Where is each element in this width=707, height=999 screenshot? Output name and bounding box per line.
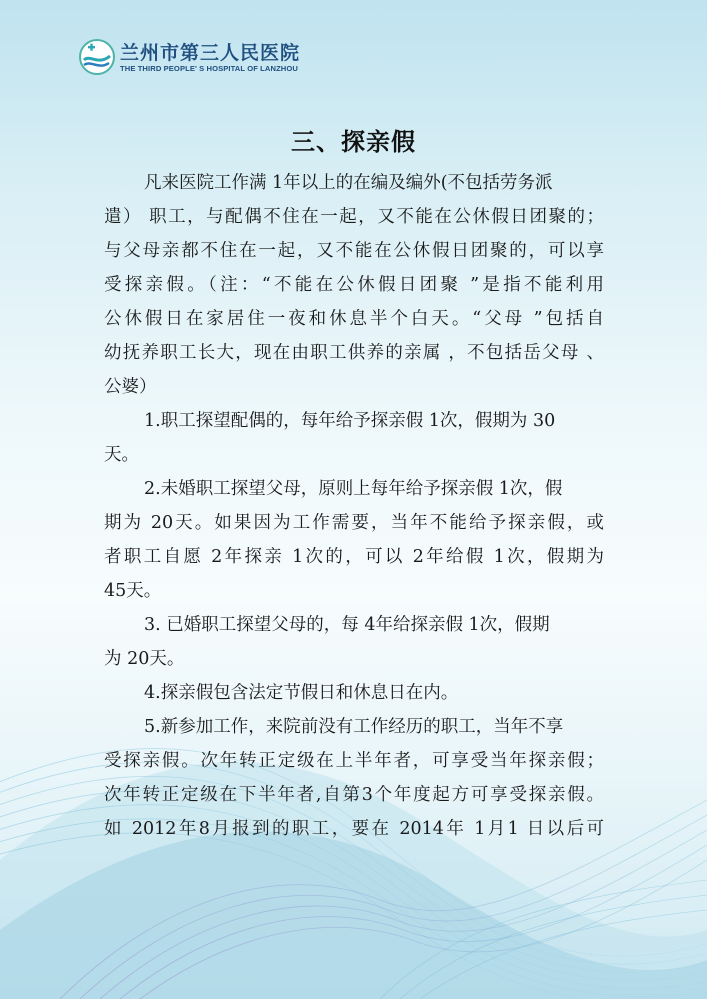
paragraph-line: 2.未婚职工探望父母，原则上每年给予探亲假 1次，假 [144, 479, 563, 499]
paragraph-line: 为 20天。 [104, 649, 185, 669]
paragraph-line: 幼抚养职工长大，现在由职工供养的亲属 ，不包括岳父母 、 [104, 343, 604, 363]
hospital-name-en: THE THIRD PEOPLE' S HOSPITAL OF LANZHOU [120, 64, 298, 73]
paragraph-line: 公休假日在家居住一夜和休息半个白天。“父母 ”包括自 [104, 309, 604, 329]
paragraph-line: 公婆） [104, 377, 157, 397]
paragraph-line: 者职工自愿 2年探亲 1次的，可以 2年给假 1次，假期为 [104, 547, 604, 567]
paragraph-line: 45天。 [104, 581, 162, 601]
paragraph-line: 3. 已婚职工探望父母的，每 4年给探亲假 1次，假期 [144, 615, 550, 635]
paragraph-line: 1.职工探望配偶的，每年给予探亲假 1次，假期为 30 [144, 411, 556, 431]
paragraph-line: 受探亲假。（注：“不能在公休假日团聚 ”是指不能利用 [104, 275, 604, 295]
paragraph-line: 5.新参加工作，来院前没有工作经历的职工，当年不享 [144, 717, 564, 737]
paragraph-line: 4.探亲假包含法定节假日和休息日在内。 [144, 683, 459, 703]
paragraph-line: 期为 20天。如果因为工作需要，当年不能给予探亲假，或 [104, 513, 604, 533]
paragraph-line: 凡来医院工作满 1年以上的在编及编外(不包括劳务派 [144, 173, 553, 193]
document-body [104, 166, 604, 846]
hospital-name-cn: 兰州市第三人民医院 [120, 42, 301, 64]
paragraph-line: 天。 [104, 445, 139, 465]
paragraph-line: 与父母亲都不住在一起，又不能在公休假日团聚的，可以享 [104, 241, 604, 261]
paragraph-line: 如 2012年8月报到的职工，要在 2014年 1月1 日以后可 [104, 819, 604, 839]
hospital-logo-icon [78, 38, 116, 76]
paragraph-line: 遣） 职工，与配偶不住在一起，又不能在公休假日团聚的； [104, 207, 604, 227]
section-title: 三、探亲假 [291, 128, 416, 156]
paragraph-line: 受探亲假。次年转正定级在上半年者，可享受当年探亲假； [104, 751, 604, 771]
paragraph-line: 次年转正定级在下半年者,自第3个年度起方可享受探亲假。 [104, 785, 604, 805]
